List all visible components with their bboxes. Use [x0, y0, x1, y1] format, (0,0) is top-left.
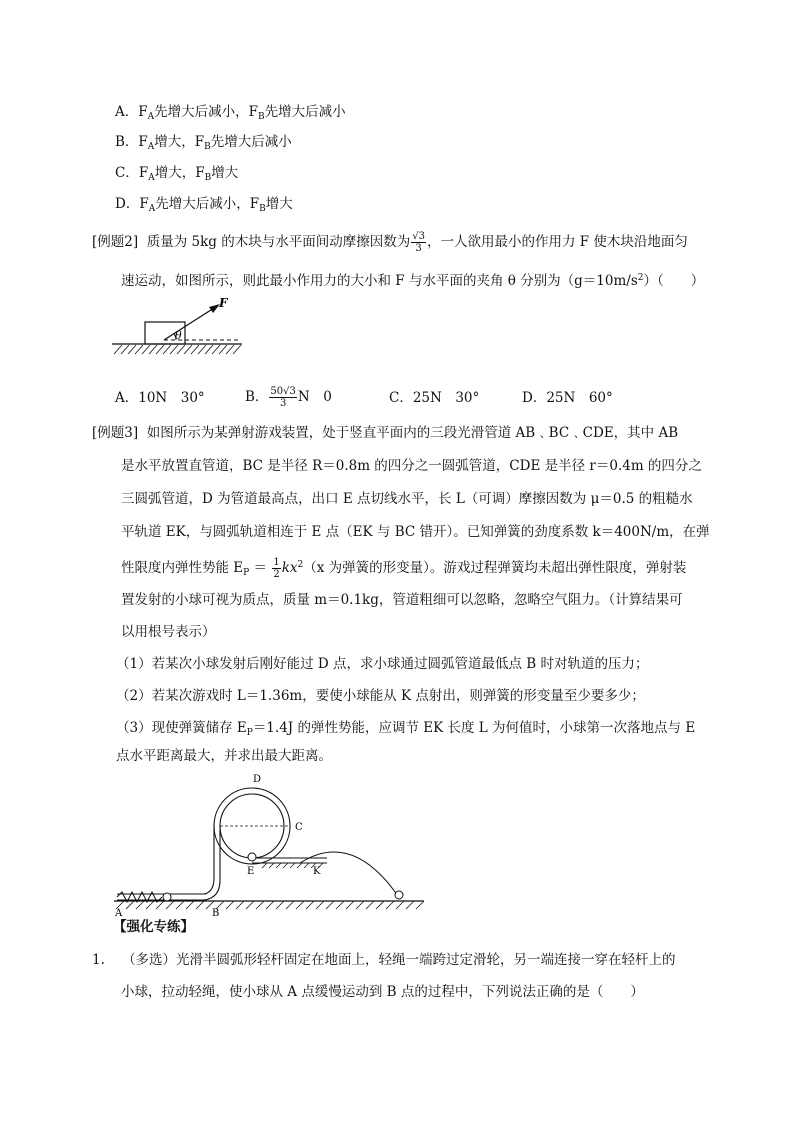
ex3-question-2: （2）若某次游戏时 L＝1.36m，要使小球能从 K 点射出，则弹簧的形变量至少要多少； [116, 688, 645, 704]
label-k: K [313, 866, 321, 877]
ground-hatch [116, 901, 424, 909]
section-title: 【强化专练】 [113, 919, 194, 935]
ex3-line1: [例题3] 如图所示为某弹射游戏装置，处于竖直平面内的三段光滑管道 AB﹑BC﹑CDE，其中 AB [92, 425, 679, 441]
ex3-question-3: （3）现使弹簧储存 $E_P=1.4J$ 的弹性势能，应调节 EK 长度 L 为何值时，小球第一次落地点与 E [116, 720, 696, 738]
ex3-line6: 置发射的小球可视为质点，质量 m＝0.1kg，管道粗细可以忽略，忽略空气阻力。（计算结果可 [121, 592, 683, 608]
option-a: A．$F_A$先增大后减小，$F_B$先增大后减小 [115, 104, 346, 122]
ex2-option-a: A．10N 30° [115, 390, 205, 406]
option-c: C．$F_A$增大，$F_B$增大 [115, 165, 239, 183]
ex3-line4: 平轨道 EK，与圆弧轨道相连于 E 点（EK 与 BC 错开）。已知弹簧的劲度系数 k＝400N/m，在弹 [121, 524, 710, 540]
ex3-track-figure [112, 770, 452, 920]
ex3-line2: 是水平放置直管道，BC 是半径 R＝0.8m 的四分之一圆弧管道，CDE 是半径 r＝0.4m 的四分之 [121, 458, 702, 474]
ex2-option-b: B． $\frac{50√3}{3}$ N 0 [245, 386, 332, 409]
ex3-question-1: （1）若某次小球发射后刚好能过 D 点，求小球通过圆弧管道最低点 B 时对轨道的压力； [116, 656, 649, 672]
label-b: B [212, 908, 220, 919]
option-d: D．$F_A$先增大后减小，$F_B$增大 [115, 196, 293, 214]
label-d: D [253, 774, 262, 785]
ball-at-e [248, 853, 256, 861]
ground-hatch [114, 345, 241, 354]
pipe-bc-outer [204, 826, 214, 894]
ex3-tag: [例题3] [92, 425, 139, 441]
ex2-option-d: D．25N 60° [522, 390, 613, 406]
label-e: E [247, 866, 255, 877]
ex3-line3: 三圆弧管道，D 为管道最高点，出口 E 点切线水平，长 L（可调）摩擦因数为 μ＝0.5 的粗糙水 [121, 491, 693, 507]
ex3-line7: 以用根号表示） [121, 624, 216, 640]
problem-1-line1: 1. （多选）光滑半圆弧形轻杆固定在地面上，轻绳一端跨过定滑轮，另一端连接一穿在轻杆上的 [92, 952, 676, 968]
theta-label: θ [175, 329, 182, 342]
ex2-option-c: C．25N 30° [389, 390, 480, 406]
ex3-question-3-cont: 点水平距离最大，并求出最大距离。 [116, 748, 332, 764]
ex2-line1: [例题2] 质量为 5kg 的木块与水平面间动摩擦因数为 $\frac{√3}{3}$ ，一人欲用最小的作用力 F 使木块沿地面匀 [92, 231, 688, 254]
label-a: A [115, 908, 123, 919]
option-b: B．$F_A$增大，$F_B$先增大后减小 [115, 134, 292, 152]
ex2-tag: [例题2] [92, 234, 139, 250]
ex2-mu-fraction: $\frac{√3}{3}$ [412, 231, 425, 254]
force-label: F [219, 296, 228, 310]
ex2-line2: 速运动，如图所示，则此最小作用力的大小和 F 与水平面的夹角 θ 分别为$(g=10m/s^2)$（ ） [121, 273, 705, 289]
label-c: C [295, 822, 303, 833]
ball-landing [395, 891, 403, 899]
ex3-line5: 性限度内弹性势能 $E_P$ ＝ $\frac{1}{2}$ $kx^2(x$ 为弹簧的形变量）。游戏过程弹簧均未超出弹性限度，弹射装 [121, 557, 687, 580]
problem-1-line2: 小球，拉动轻绳，使小球从 A 点缓慢运动到 B 点的过程中，下列说法正确的是（ ） [121, 984, 644, 1000]
problem-number: 1. [92, 952, 105, 968]
ball-start [163, 893, 171, 901]
ex2-block-figure [112, 298, 247, 368]
